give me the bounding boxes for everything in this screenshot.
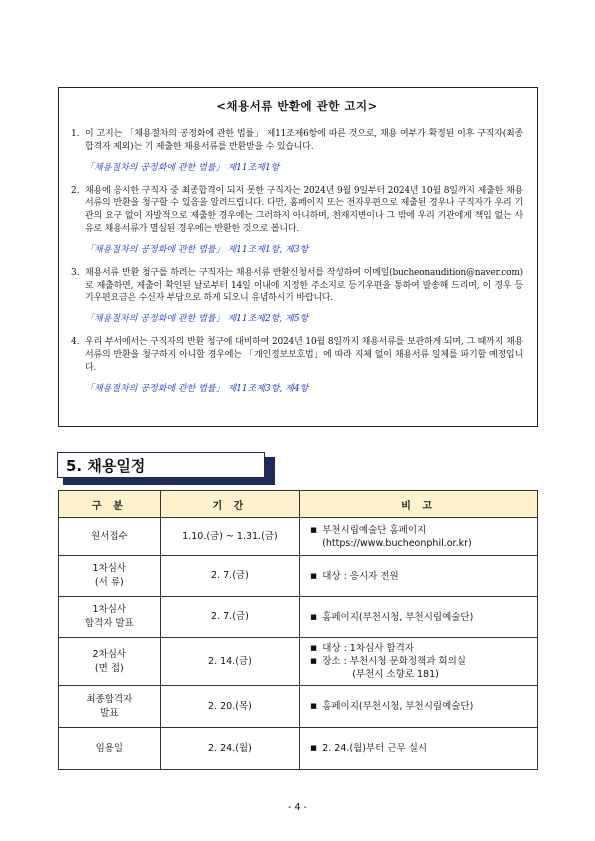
row-period: 2. 20.(목): [160, 686, 300, 728]
table-row: [59, 638, 538, 686]
page-number: - 4 -: [288, 802, 307, 813]
table-header-row: [59, 491, 538, 518]
row-category: 1차심사 합격자 발표: [59, 597, 161, 638]
row-notes: [300, 686, 538, 728]
table-row: [59, 686, 538, 728]
bullet-icon: ■: [310, 644, 317, 652]
item-number: 2.: [71, 185, 80, 196]
note-text: 부천시립예술단 홈페이지: [322, 524, 427, 536]
row-category: 최종합격자 발표: [59, 686, 161, 728]
header-category: 구 분: [59, 491, 161, 518]
bullet-icon: ■: [310, 571, 317, 580]
legal-reference: 「채용절차의 공정화에 관한 법률」 제11조제2항, 제5항: [85, 314, 309, 325]
bullet-icon: ■: [310, 612, 317, 621]
note-text: 홈페이지(부천시청, 부천시립예술단): [322, 611, 474, 623]
header-period: 기 간: [160, 491, 300, 518]
item-text: 채용서류 반환 청구를 하려는 구직자는 채용서류 반환신청서를 작성하여 이메일(bucheonaudition@naver.com)로 제출하면, 제출이 확인된 날로부터 14일 이내에 지정한 주소지로 등기우편을 통하여 발송해 드리며, 이 경우 등기우편요금은 수신자 부담으로 하게 되오니 유념하시기 바랍니다.: [85, 267, 523, 304]
note-text: 장소 : 부천시청 문화정책과 회의실: [322, 656, 466, 667]
legal-reference: 「채용절차의 공정화에 관한 법률」 제11조제3항, 제4항: [85, 383, 309, 394]
notice-item-1: [71, 128, 523, 173]
note-text: 홈페이지(부천시청, 부천시립예술단): [322, 701, 474, 712]
section-heading: [57, 452, 265, 478]
bullet-icon: ■: [310, 702, 317, 710]
section-title: 5. 채용일정: [57, 452, 265, 478]
row-category: 2차심사 (면 접): [59, 638, 161, 686]
notice-item-4: [71, 336, 523, 393]
item-number: 3.: [71, 267, 80, 278]
row-category: 임용일: [59, 728, 161, 770]
row-notes: [300, 638, 538, 686]
item-number: 4.: [71, 337, 80, 348]
row-period: 2. 24.(월): [160, 728, 300, 770]
item-text: 채용에 응시한 구직자 중 최종합격이 되지 못한 구직자는 2024년 9월 9일부터 2024년 10월 8일까지 제출한 채용서류의 반환을 청구할 수 있음을 알려드립니다. 다만, 홈페이지 또는 전자우편으로 제출된 경우나 구직자가 우리 기관의 요구 없이 자발적으로 제출한 경우에는 그러하지 아니하며, 천재지변이나 그 밖에 우리 기관에게 책임 없는 사유로 채용서류가 멸실된 경우에는 반환한 것으로 봅니다.: [85, 185, 523, 234]
row-period: 2. 7.(금): [160, 556, 300, 597]
row-period: 1.10.(금) ~ 1.31.(금): [160, 518, 300, 556]
notice-box: [58, 87, 538, 427]
table-row: [59, 728, 538, 770]
header-notes: 비 고: [300, 491, 538, 518]
row-notes: [300, 556, 538, 597]
table-row: [59, 597, 538, 638]
row-notes: [300, 728, 538, 770]
table-row: [59, 556, 538, 597]
note-subtext: (https://www.bucheonphil.or.kr): [322, 537, 472, 549]
item-number: 1.: [71, 129, 80, 139]
item-text: 이 고지는 「채용절차의 공정화에 관한 법률」 제11조제6항에 따른 것으로, 채용 여부가 확정된 이후 구직자(최종합격자 제외)는 기 제출한 채용서류를 반환받을 수 있습니다.: [85, 129, 523, 152]
bullet-icon: ■: [310, 657, 317, 665]
schedule-table: [58, 490, 538, 770]
row-category: 1차심사 (서 류): [59, 556, 161, 597]
item-text: 우리 부서에서는 구직자의 반환 청구에 대비하여 2024년 10월 8일까지 채용서류를 보관하게 되며, 그 때까지 채용서류의 반환을 청구하지 아니할 경우에는 「개인정보보호법」에 따라 지체 없이 채용서류 일체를 파기할 예정입니다.: [85, 337, 523, 373]
note-subtext: (부천시 소향로 181): [352, 669, 439, 680]
notice-item-3: [71, 267, 523, 324]
table-row: [59, 518, 538, 556]
legal-reference: 「채용절차의 공정화에 관한 법률」 제11조제1항: [85, 162, 280, 173]
notice-item-2: [71, 185, 523, 255]
bullet-icon: ■: [310, 525, 317, 534]
bullet-icon: ■: [310, 744, 317, 752]
row-notes: [300, 518, 538, 556]
row-category: 원서접수: [59, 518, 161, 556]
row-notes: [300, 597, 538, 638]
note-text: 대상 : 1차심사 합격자: [322, 643, 414, 654]
notice-title: <채용서류 반환에 관한 고지>: [216, 99, 378, 113]
row-period: 2. 14.(금): [160, 638, 300, 686]
legal-reference: 「채용절차의 공정화에 관한 법률」 제11조제1항, 제3항: [85, 244, 309, 255]
note-text: 대상 : 응시자 전원: [322, 570, 399, 582]
note-text: 2. 24.(월)부터 근무 실시: [322, 743, 428, 754]
row-period: 2. 7.(금): [160, 597, 300, 638]
